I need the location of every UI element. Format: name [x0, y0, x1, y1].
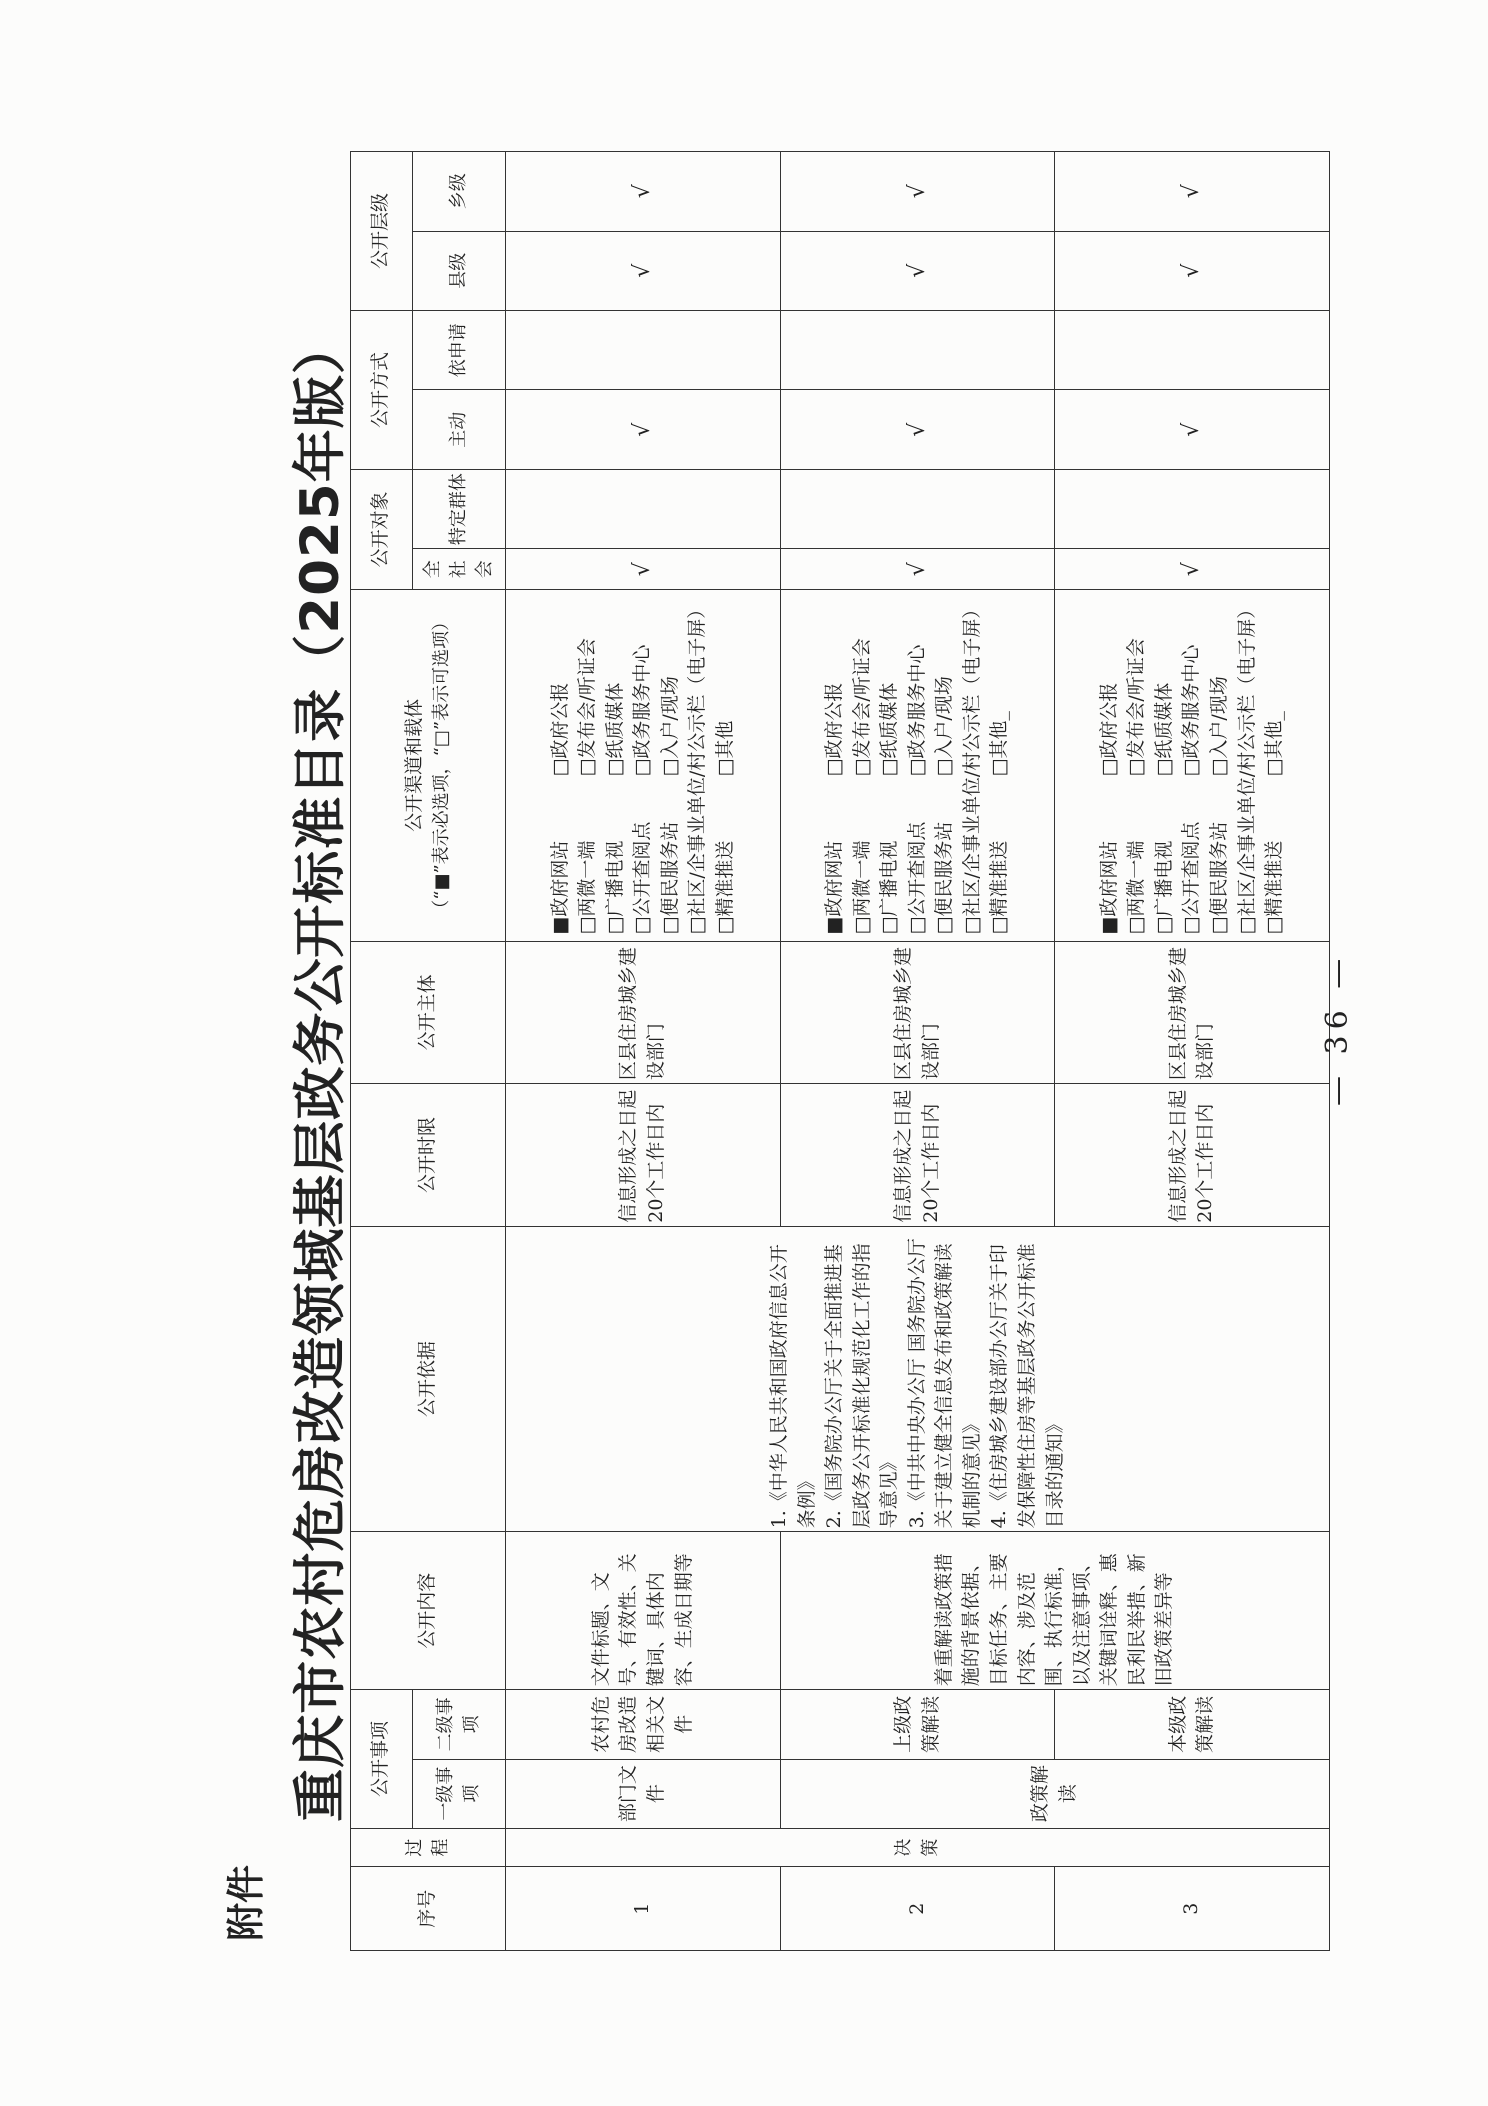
channel-option: □公开查阅点: [1180, 821, 1203, 935]
empty-cell: [780, 310, 1055, 389]
row-level1: 政策解读: [780, 1759, 1329, 1828]
row-level2: 农村危房改造相关文件: [506, 1690, 781, 1759]
channel-option: □纸质媒体: [1152, 682, 1175, 777]
check-mark: √: [780, 390, 1055, 469]
row-seq: 3: [1055, 1867, 1330, 1951]
check-mark: √: [506, 231, 781, 310]
basis-item: 4.《住房城乡建设部办公厅关于印发保障性住房等基层政务公开标准目录的通知》: [988, 1243, 1066, 1529]
row-channels: [780, 590, 1055, 941]
channel-option: □广播电视: [1152, 840, 1175, 935]
channel-option: □广播电视: [603, 840, 626, 935]
check-mark: √: [506, 549, 781, 590]
channel-option: □社区/企事业单位/村公示栏（电子屏）: [960, 599, 983, 935]
channel-option: □精准推送: [988, 840, 1011, 935]
channel-option: □政府公报: [548, 682, 571, 777]
table-row: [780, 152, 1055, 1951]
header-subject: 公开主体: [351, 941, 506, 1084]
channel-option: □发布会/听证会: [1125, 638, 1148, 777]
channel-option: □入户/现场: [933, 676, 956, 777]
channel-option: □政务服务中心: [1180, 644, 1203, 777]
header-method-active: 主动: [412, 390, 506, 469]
header-channel-note: （“■”表示必选项，“□”表示可选项）: [430, 612, 452, 918]
header-level: 公开层级: [351, 152, 413, 311]
header-level2: 二级事项: [412, 1690, 506, 1759]
row-subject: 区县住房城乡建设部门: [1055, 941, 1330, 1084]
table-row: [506, 152, 781, 1951]
channel-option: □精准推送: [1263, 840, 1286, 935]
check-mark: √: [506, 390, 781, 469]
channel-option: □其他_: [1263, 711, 1286, 777]
row-time-limit: 信息形成之日起20个工作日内: [506, 1084, 781, 1227]
page-number: — 36 —: [1320, 952, 1355, 1106]
channel-option: □便民服务站: [1207, 821, 1230, 935]
channel-option: □发布会/听证会: [576, 638, 599, 777]
channel-option: □两微一端: [1125, 840, 1148, 935]
channel-option: ■政府网站: [1097, 840, 1120, 935]
check-mark: √: [1055, 549, 1330, 590]
channel-option: □两微一端: [576, 840, 599, 935]
basis-item: 2.《国务院办公厅关于全面推进基层政务公开标准化规范化工作的指导意见》: [823, 1243, 901, 1529]
header-level-town: 乡级: [412, 152, 506, 232]
channel-option: □便民服务站: [658, 821, 681, 935]
row-process: 决策: [506, 1828, 1330, 1867]
channel-option: □社区/企事业单位/村公示栏（电子屏）: [686, 599, 709, 935]
check-mark: √: [1055, 152, 1330, 232]
channel-option: □政府公报: [823, 682, 846, 777]
channel-option: □其他_: [988, 711, 1011, 777]
channel-option: □便民服务站: [933, 821, 956, 935]
header-level1: 一级事项: [412, 1759, 506, 1828]
empty-cell: [506, 469, 781, 548]
row-time-limit: 信息形成之日起20个工作日内: [1055, 1084, 1330, 1227]
row-content: 文件标题、文号、有效性、关键词、具体内容、生成日期等: [506, 1532, 781, 1690]
channel-option: ■政府网站: [548, 840, 571, 935]
check-mark: √: [506, 152, 781, 232]
empty-cell: [780, 469, 1055, 548]
row-subject: 区县住房城乡建设部门: [506, 941, 781, 1084]
catalog-table: [350, 151, 1330, 1951]
header-level-county: 县级: [412, 231, 506, 310]
header-seq: 序号: [351, 1867, 506, 1951]
channel-option: □政府公报: [1097, 682, 1120, 777]
header-matter: 公开事项: [351, 1690, 413, 1829]
attachment-label: 附件: [224, 1864, 268, 1941]
channel-option: □入户/现场: [1207, 676, 1230, 777]
row-seq: 1: [506, 1867, 781, 1951]
document-title: 重庆市农村危房改造领域基层政务公开标准目录（2025年版）: [290, 320, 351, 1822]
channel-option: ■政府网站: [823, 840, 846, 935]
check-mark: √: [1055, 231, 1330, 310]
header-content: 公开内容: [351, 1532, 506, 1690]
header-process: 过程: [351, 1828, 506, 1867]
channel-option: □入户/现场: [658, 676, 681, 777]
header-target-all: 全社会: [412, 549, 506, 590]
header-channel-title: 公开渠道和载体: [403, 698, 426, 832]
channel-option: □纸质媒体: [878, 682, 901, 777]
empty-cell: [506, 310, 781, 389]
row-content: 着重解读政策措施的背景依据、目标任务、主要内容、涉及范围、执行标准，以及注意事项、关键词诠释、惠民利民举措、新旧政策差异等: [780, 1532, 1329, 1690]
check-mark: √: [780, 231, 1055, 310]
check-mark: √: [780, 549, 1055, 590]
empty-cell: [1055, 469, 1330, 548]
header-basis: 公开依据: [351, 1226, 506, 1532]
channel-option: □其他: [713, 720, 736, 777]
header-target-specific: 特定群体: [412, 469, 506, 548]
row-time-limit: 信息形成之日起20个工作日内: [780, 1084, 1055, 1227]
channel-option: □公开查阅点: [905, 821, 928, 935]
channel-option: □社区/企事业单位/村公示栏（电子屏）: [1235, 599, 1258, 935]
row-level2: 本级政策解读: [1055, 1690, 1330, 1759]
row-level2: 上级政策解读: [780, 1690, 1055, 1759]
channel-option: □政务服务中心: [631, 644, 654, 777]
header-target: 公开对象: [351, 469, 413, 589]
channel-option: □公开查阅点: [631, 821, 654, 935]
channel-option: □纸质媒体: [603, 682, 626, 777]
row-level1: 部门文件: [506, 1759, 781, 1828]
row-channels: [506, 590, 781, 941]
channel-option: □广播电视: [878, 840, 901, 935]
header-channel: [351, 590, 506, 941]
row-seq: 2: [780, 1867, 1055, 1951]
basis-cell: [506, 1226, 1330, 1532]
row-channels: [1055, 590, 1330, 941]
header-method-apply: 依申请: [412, 310, 506, 389]
header-method: 公开方式: [351, 310, 413, 469]
check-mark: √: [1055, 390, 1330, 469]
header-time-limit: 公开时限: [351, 1084, 506, 1227]
row-subject: 区县住房城乡建设部门: [780, 941, 1055, 1084]
basis-item: 1.《中华人民共和国政府信息公开条例》: [768, 1244, 818, 1529]
channel-option: □发布会/听证会: [850, 638, 873, 777]
check-mark: √: [780, 152, 1055, 232]
channel-option: □精准推送: [713, 840, 736, 935]
basis-item: 3.《中共中央办公厅 国务院办公厅关于建立健全信息发布和政策解读机制的意见》: [905, 1238, 983, 1529]
empty-cell: [1055, 310, 1330, 389]
channel-option: □两微一端: [850, 840, 873, 935]
channel-option: □政务服务中心: [905, 644, 928, 777]
